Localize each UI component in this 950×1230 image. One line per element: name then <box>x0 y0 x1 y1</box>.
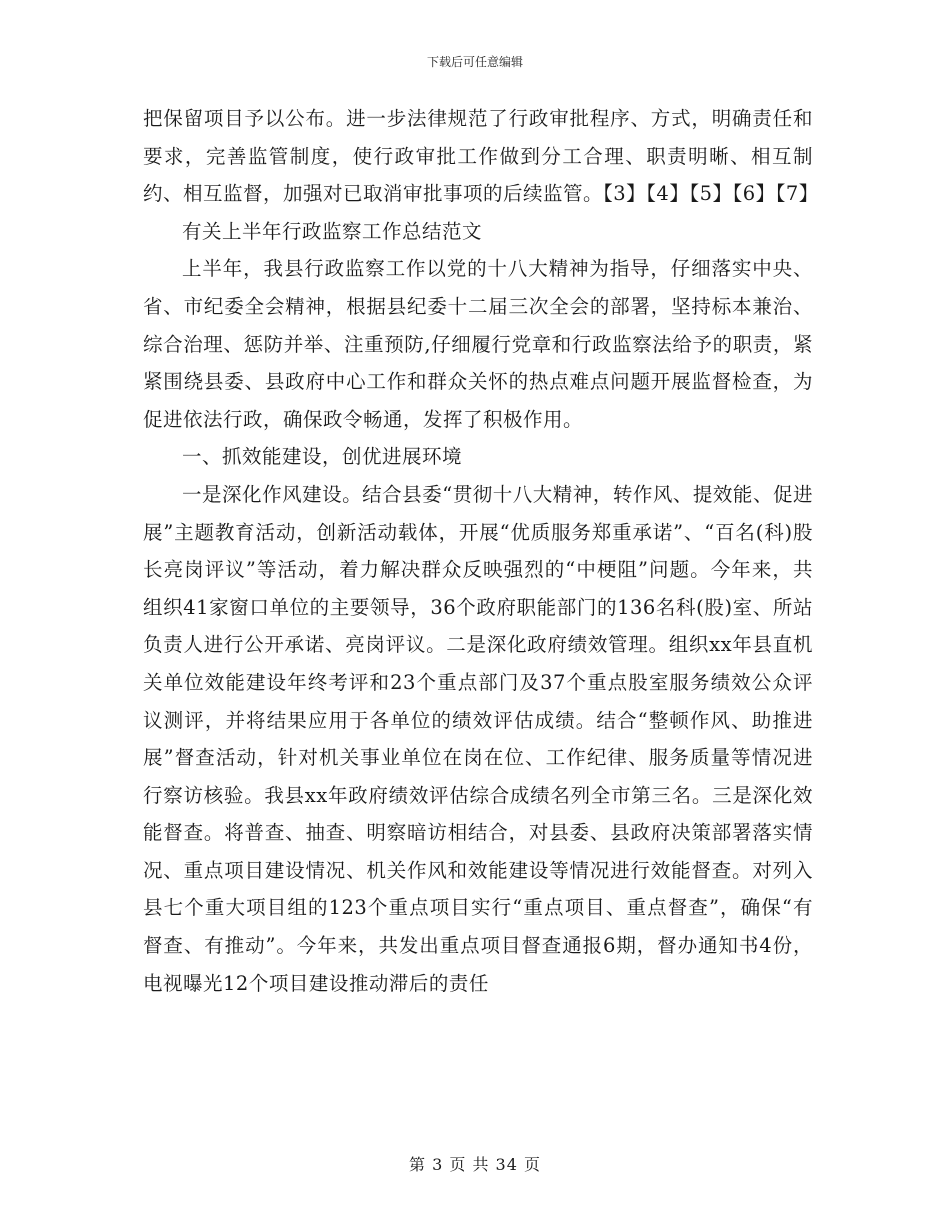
page-header: 下载后可任意编辑 <box>426 55 523 69</box>
section-heading: 一、抓效能建设，创优进展环境 <box>182 445 463 469</box>
paragraph-intro: 上半年，我县行政监察工作以党的十八大精神为指导，仔细落实中央、省、市纪委全会精神，根据县纪委十二届三次全会的部署，坚持标本兼治、综合治理、惩防并举、注重预防,仔细履行党章和行政监察法给予的职责，紧紧围绕县委、县政府中心工作和群众关怀的热点难点问题开展监督检查，为促进依法行政，确保政令畅通，发挥了积极作用。 <box>143 257 813 431</box>
page-number: 第 3 页 共 34 页 <box>409 1155 541 1174</box>
paragraph-continuation: 把保留项目予以公布。进一步法律规范了行政审批程序、方式，明确责任和要求，完善监管制度，使行政审批工作做到分工合理、职责明晰、相互制约、相互监督，加强对已取消审批事项的后续监管。【3】【4】【5】【6】【7】 <box>143 107 819 206</box>
section-title: 有关上半年行政监察工作总结范文 <box>182 219 483 243</box>
document-body <box>143 100 819 1002</box>
paragraph-efficiency: 一是深化作风建设。结合县委“贯彻十八大精神，转作风、提效能、促进展”主题教育活动，创新活动载体，开展“优质服务郑重承诺”、“百名(科)股长亮岗评议”等活动，着力解决群众反映强烈的“中梗阻”问题。今年来，共组织41家窗口单位的主要领导，36个政府职能部门的136名科(股)室、所站负责人进行公开承诺、亮岗评议。二是深化政府绩效管理。组织xx年县直机关单位效能建设年终考评和23个重点部门及37个重点股室服务绩效公众评议测评，并将结果应用于各单位的绩效评估成绩。结合“整顿作风、助推进展”督查活动，针对机关事业单位在岗在位、工作纪律、服务质量等情况进行察访核验。我县xx年政府绩效评估综合成绩名列全市第三名。三是深化效能督查。将普查、抽查、明察暗访相结合，对县委、县政府决策部署落实情况、重点项目建设情况、机关作风和效能建设等情况进行效能督查。对列入县七个重大项目组的123个重点项目实行“重点项目、重点督查”，确保“有督查、有推动”。今年来，共发出重点项目督查通报6期，督办通知书4份， 电视曝光12个项目建设推动滞后的责任 <box>143 482 813 995</box>
